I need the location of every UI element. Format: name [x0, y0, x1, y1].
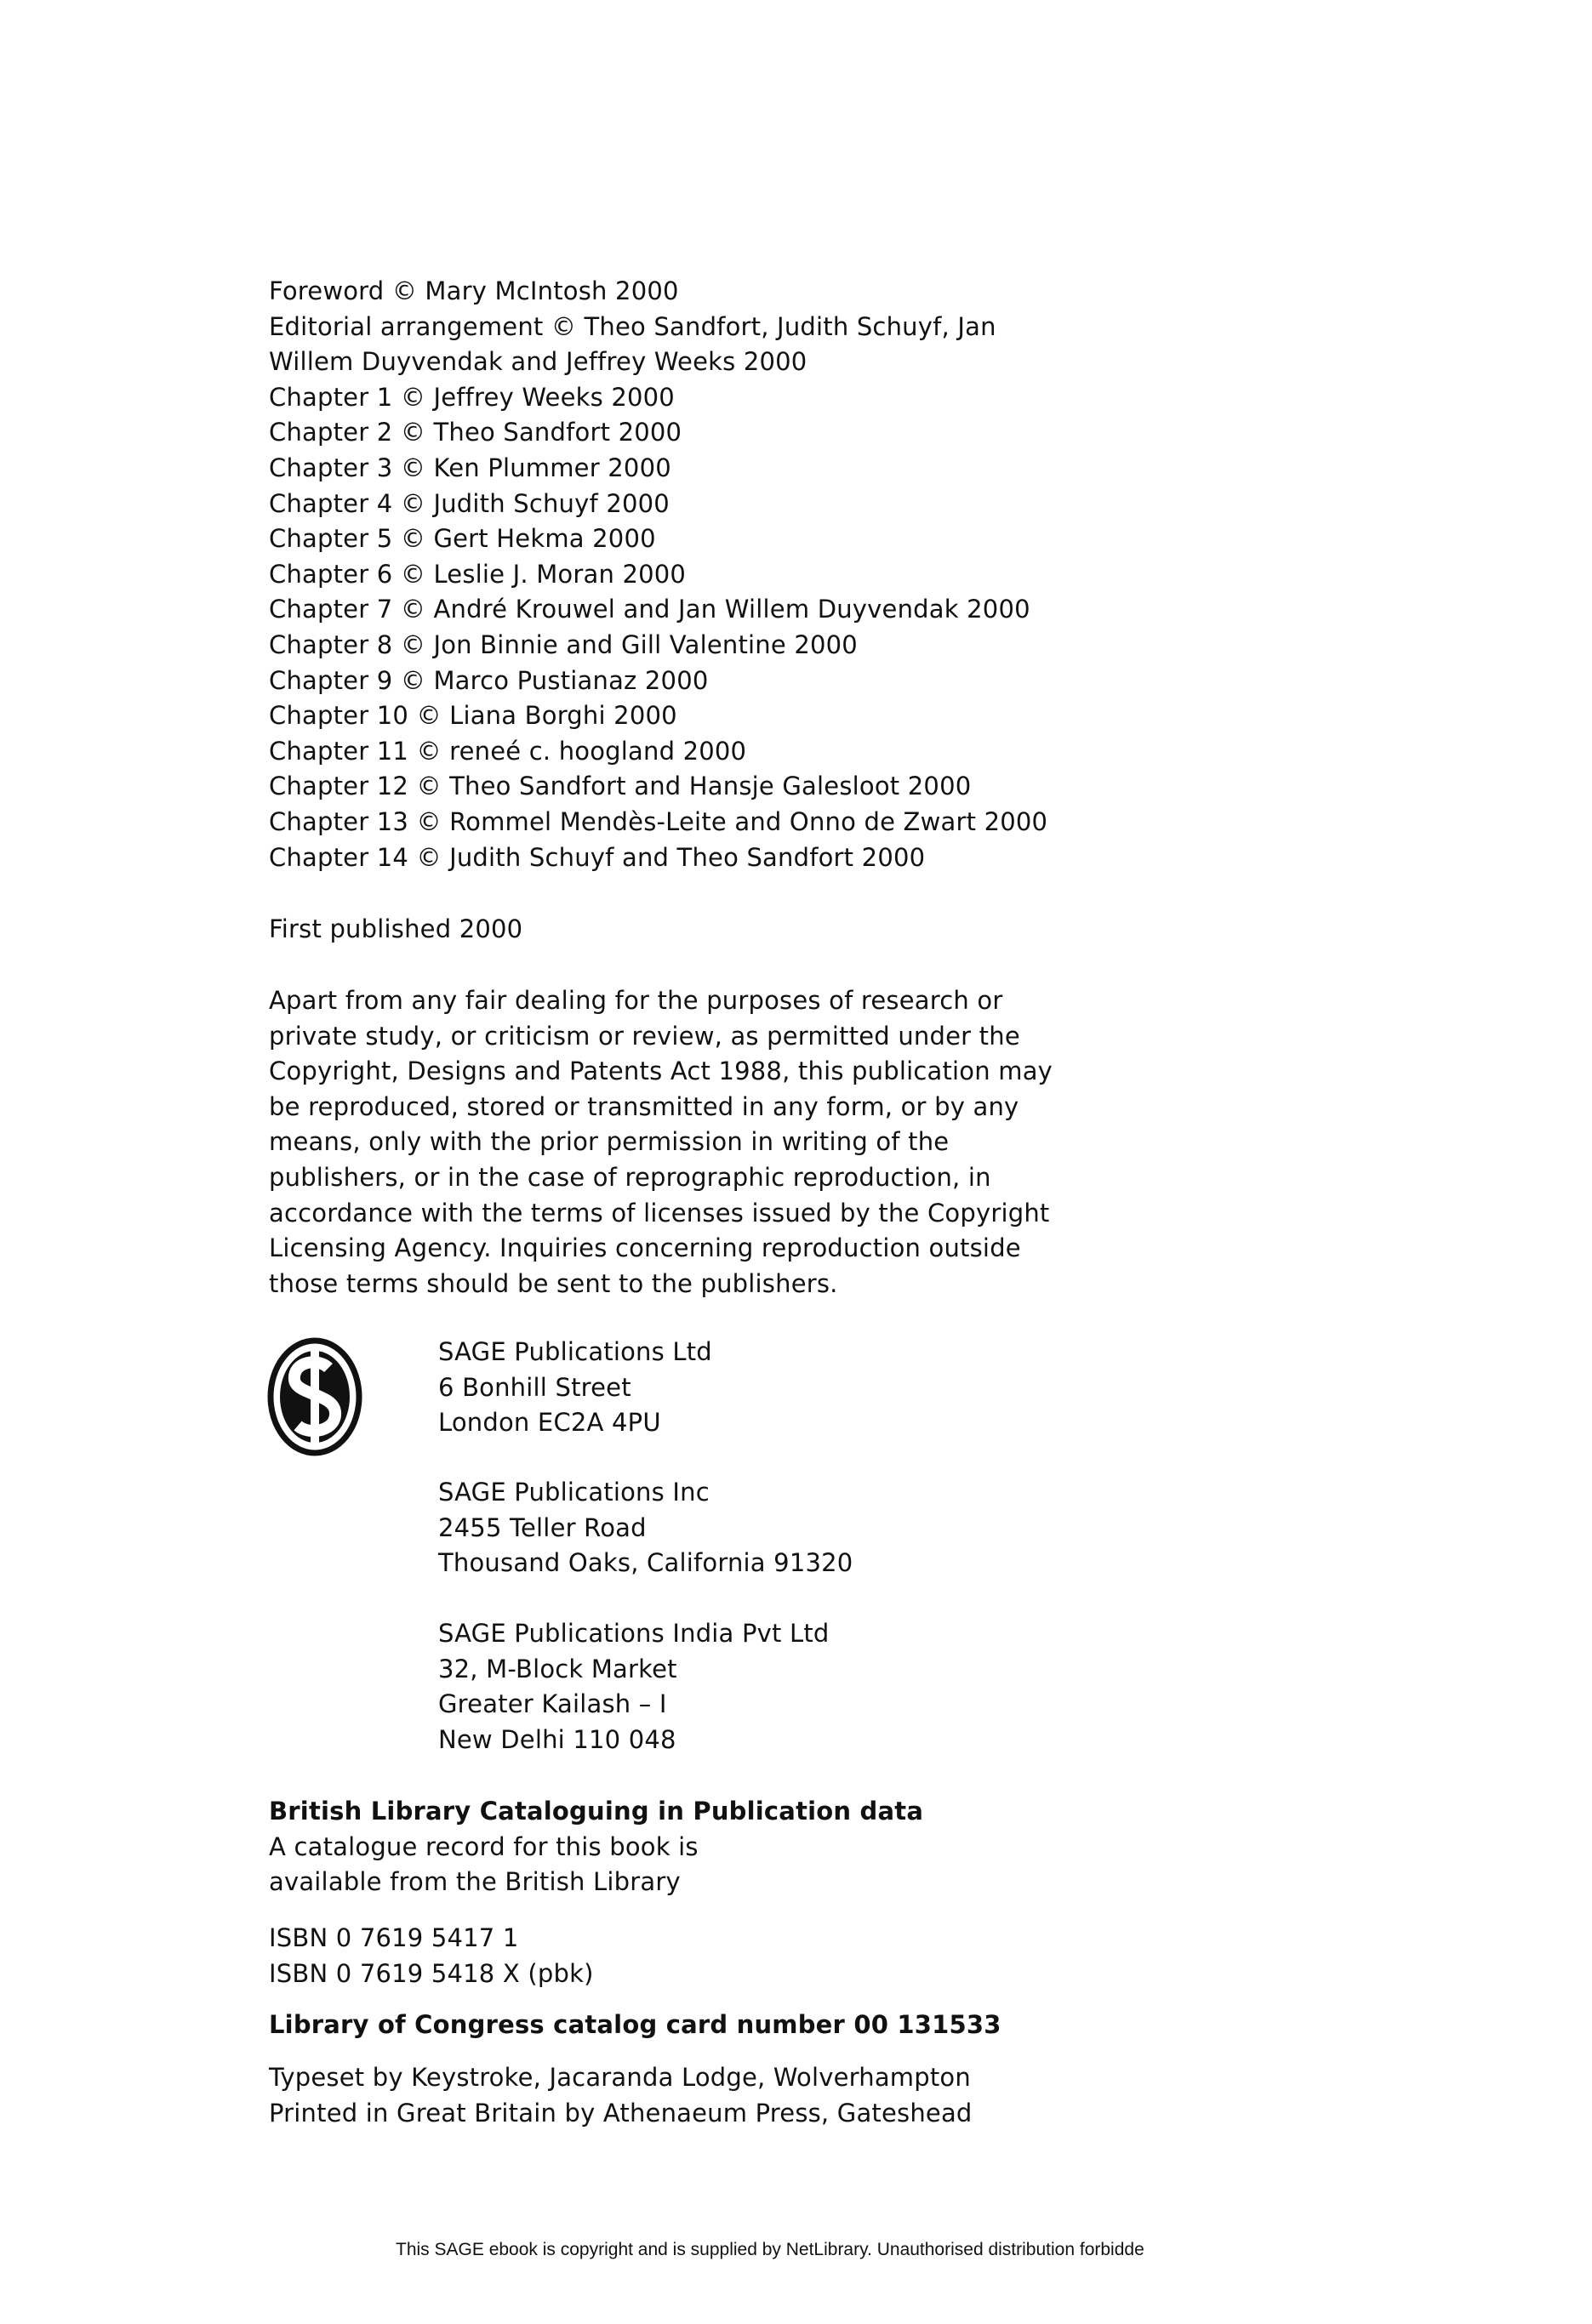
copyright-line-chapter-8: Chapter 8 © Jon Binnie and Gill Valentine 2000: [269, 629, 858, 659]
copyright-line-chapter-4: Chapter 4 © Judith Schuyf 2000: [269, 488, 670, 518]
isbn-paperback: ISBN 0 7619 5418 X (pbk): [269, 1958, 594, 1988]
address-line: 6 Bonhill Street: [438, 1372, 631, 1402]
copyright-line-chapter-9: Chapter 9 © Marco Pustianaz 2000: [269, 665, 709, 695]
copyright-line-foreword: Foreword © Mary McIntosh 2000: [269, 276, 679, 305]
copyright-line-chapter-12: Chapter 12 © Theo Sandfort and Hansje Galesloot 2000: [269, 772, 972, 801]
address-line: London EC2A 4PU: [438, 1408, 661, 1438]
rights-notice: [269, 983, 1053, 1302]
rights-line: means, only with the prior permission in writing of the: [269, 1127, 950, 1157]
british-library-cip: [269, 1794, 923, 1900]
copyright-line-chapter-7: Chapter 7 © André Krouwel and Jan Willem Duyvendak 2000: [269, 595, 1030, 624]
copyright-line-chapter-10: Chapter 10 © Liana Borghi 2000: [269, 701, 677, 731]
british-library-heading: British Library Cataloguing in Publication data: [269, 1797, 924, 1826]
publisher-address-us: [438, 1475, 853, 1581]
first-published: First published 2000: [269, 914, 523, 943]
british-library-line: available from the British Library: [269, 1867, 681, 1897]
rights-line: Licensing Agency. Inquiries concerning reproduction outside: [269, 1233, 1021, 1263]
copyright-line-chapter-2: Chapter 2 © Theo Sandfort 2000: [269, 418, 682, 447]
copyright-line-chapter-5: Chapter 5 © Gert Hekma 2000: [269, 524, 656, 554]
publisher-address-india: [438, 1616, 830, 1757]
rights-line: Apart from any fair dealing for the purposes of research or: [269, 986, 1003, 1015]
rights-line: Copyright, Designs and Patents Act 1988, this publication may: [269, 1057, 1053, 1086]
sage-s-logo-icon: [267, 1337, 362, 1456]
printed-line: Printed in Great Britain by Athenaeum Press, Gateshead: [269, 2098, 973, 2127]
address-line: SAGE Publications Inc: [438, 1478, 710, 1507]
rights-line: those terms should be sent to the publishers.: [269, 1268, 838, 1298]
address-line: SAGE Publications Ltd: [438, 1337, 712, 1366]
copyright-line-chapter-13: Chapter 13 © Rommel Mendès-Leite and Onno de Zwart 2000: [269, 806, 1048, 836]
library-of-congress-number: Library of Congress catalog card number 00 131533: [269, 2010, 1001, 2039]
typeset-line: Typeset by Keystroke, Jacaranda Lodge, Wolverhampton: [269, 2063, 971, 2092]
copyright-line-chapter-14: Chapter 14 © Judith Schuyf and Theo Sandfort 2000: [269, 842, 926, 872]
copyright-line-chapter-11: Chapter 11 © reneé c. hoogland 2000: [269, 736, 747, 766]
address-line: Thousand Oaks, California 91320: [438, 1548, 853, 1578]
isbn-hardback: ISBN 0 7619 5417 1: [269, 1923, 519, 1952]
ebook-distribution-notice: This SAGE ebook is copyright and is supplied by NetLibrary. Unauthorised distribution forbidde: [396, 2240, 1144, 2259]
address-line: 32, M-Block Market: [438, 1654, 677, 1683]
address-line: New Delhi 110 048: [438, 1724, 676, 1754]
rights-line: accordance with the terms of licenses issued by the Copyright: [269, 1198, 1050, 1228]
publisher-address-uk: [438, 1335, 712, 1441]
british-library-line: A catalogue record for this book is: [269, 1831, 699, 1861]
isbn-block: [269, 1921, 594, 1991]
copyright-line-chapter-6: Chapter 6 © Leslie J. Moran 2000: [269, 559, 687, 589]
rights-line: private study, or criticism or review, as permitted under the: [269, 1021, 1020, 1051]
copyright-line-chapter-3: Chapter 3 © Ken Plummer 2000: [269, 453, 671, 482]
rights-line: be reproduced, stored or transmitted in any form, or by any: [269, 1091, 1019, 1121]
address-line: 2455 Teller Road: [438, 1512, 647, 1542]
copyright-line-editorial: Editorial arrangement © Theo Sandfort, Judith Schuyf, Jan: [269, 311, 996, 341]
copyright-line-editorial-cont: Willem Duyvendak and Jeffrey Weeks 2000: [269, 347, 807, 377]
rights-line: publishers, or in the case of reprographic reproduction, in: [269, 1162, 991, 1192]
address-line: Greater Kailash – I: [438, 1689, 667, 1719]
address-line: SAGE Publications India Pvt Ltd: [438, 1619, 830, 1648]
copyright-list: [269, 274, 1047, 875]
typeset-printed-block: [269, 2060, 973, 2131]
copyright-line-chapter-1: Chapter 1 © Jeffrey Weeks 2000: [269, 382, 675, 412]
